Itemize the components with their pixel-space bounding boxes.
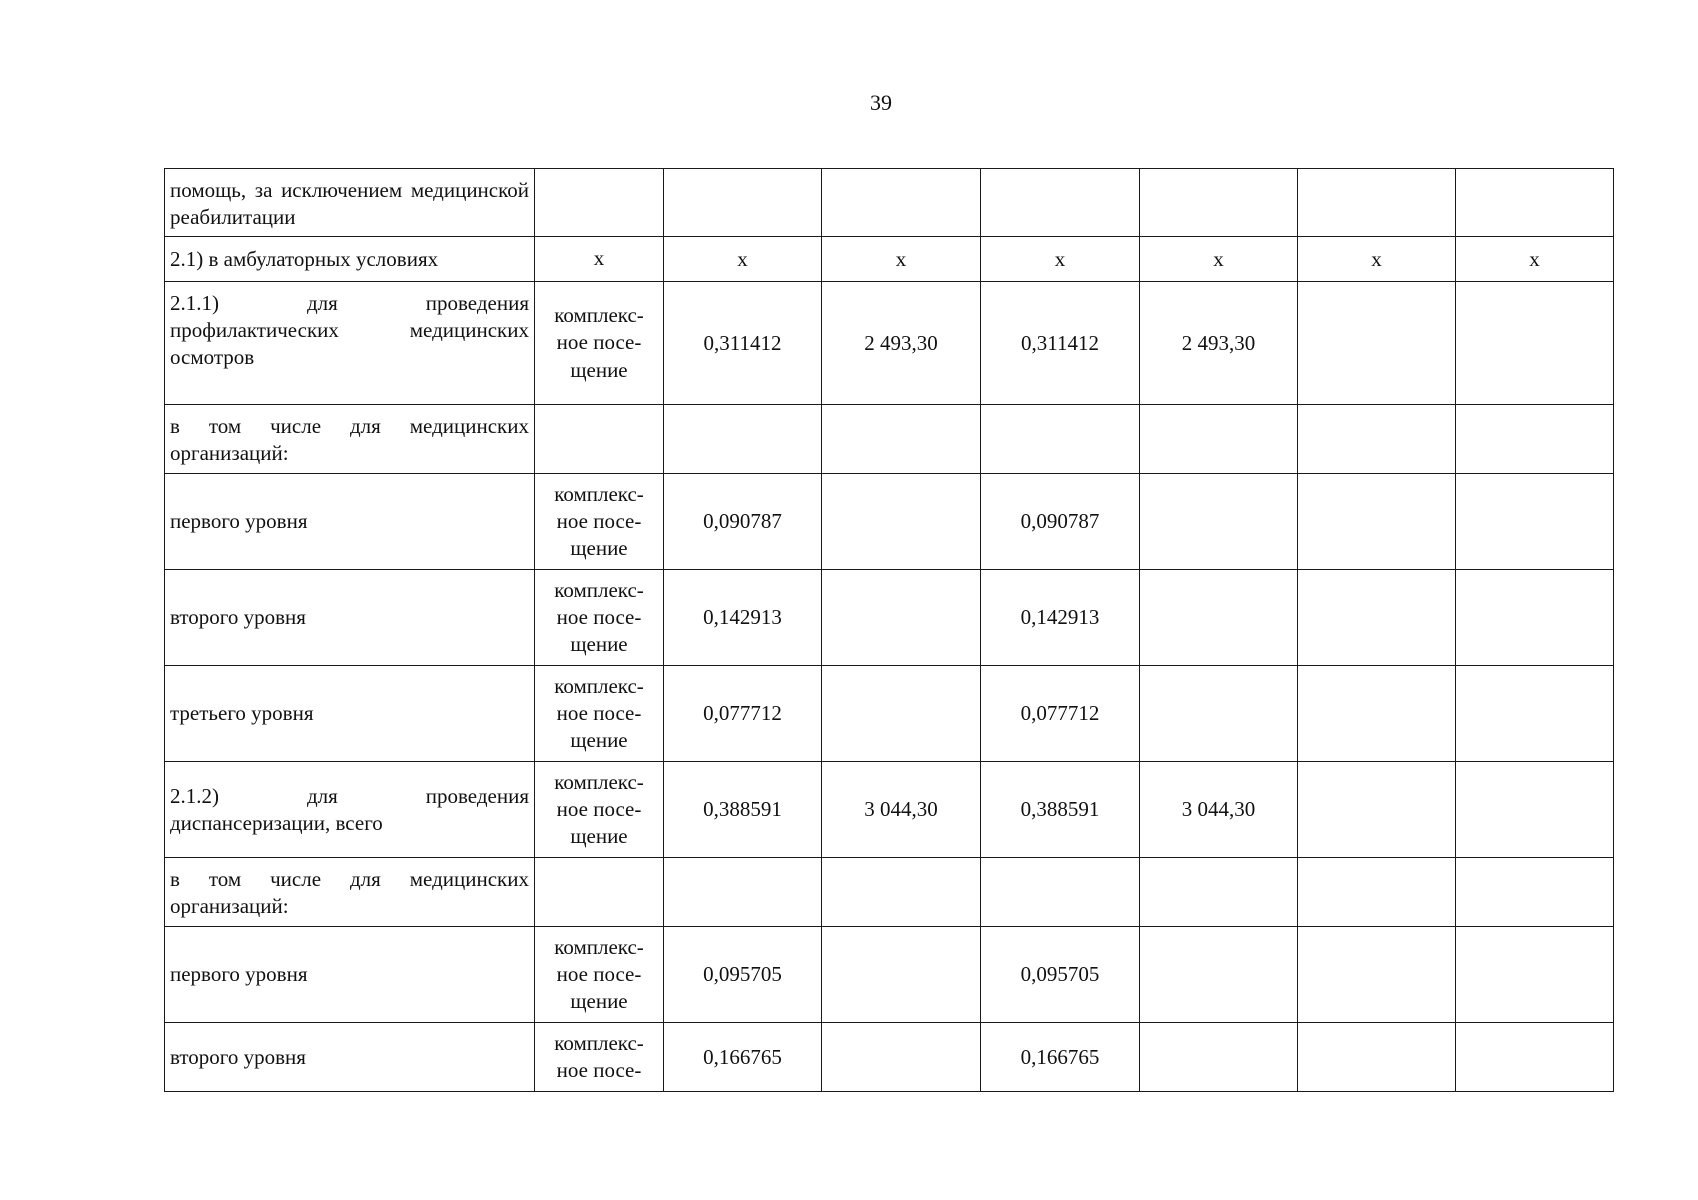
table-row: [165, 169, 1614, 237]
table-row: [165, 858, 1614, 927]
row-cell: 2 493,30: [822, 282, 981, 405]
row-cell: [1456, 474, 1614, 570]
row-cell: х: [1140, 237, 1298, 282]
row-cell: [1298, 1023, 1456, 1092]
row-unit: комплекс-ное посе-щение: [535, 474, 664, 570]
row-name: второго уровня: [165, 570, 535, 666]
row-cell: [1140, 858, 1298, 927]
table-row: [165, 237, 1614, 282]
row-name: в том числе для медицинских организаций:: [165, 405, 535, 474]
row-cell: 0,090787: [981, 474, 1140, 570]
row-cell: [1140, 169, 1298, 237]
table-row: [165, 666, 1614, 762]
row-cell: [981, 169, 1140, 237]
row-cell: [664, 858, 822, 927]
row-cell: [1456, 1023, 1614, 1092]
row-cell: [1298, 858, 1456, 927]
row-cell: 0,142913: [664, 570, 822, 666]
row-cell: [822, 666, 981, 762]
row-cell: [1298, 282, 1456, 405]
row-name: первого уровня: [165, 927, 535, 1023]
row-cell: 3 044,30: [1140, 762, 1298, 858]
row-cell: 0,311412: [664, 282, 822, 405]
row-unit: комплекс-ное посе-щение: [535, 927, 664, 1023]
row-cell: 0,388591: [664, 762, 822, 858]
row-cell: [1298, 762, 1456, 858]
row-cell: [822, 474, 981, 570]
table-row: [165, 1023, 1614, 1092]
row-cell: 2 493,30: [1140, 282, 1298, 405]
table-row: [165, 474, 1614, 570]
row-cell: [981, 405, 1140, 474]
row-unit: комплекс-ное посе-щение: [535, 570, 664, 666]
row-cell: [1140, 570, 1298, 666]
row-unit: комплекс-ное посе-: [535, 1023, 664, 1092]
row-cell: х: [981, 237, 1140, 282]
row-cell: [1298, 570, 1456, 666]
row-cell: [1140, 666, 1298, 762]
row-unit: комплекс-ное посе-щение: [535, 762, 664, 858]
row-cell: 3 044,30: [822, 762, 981, 858]
row-unit: комплекс-ное посе-щение: [535, 282, 664, 405]
row-cell: [1456, 666, 1614, 762]
row-unit: [535, 858, 664, 927]
row-name: первого уровня: [165, 474, 535, 570]
row-cell: [1298, 405, 1456, 474]
row-cell: 0,077712: [664, 666, 822, 762]
row-cell: х: [664, 237, 822, 282]
row-cell: [664, 169, 822, 237]
table-row: [165, 282, 1614, 405]
table-row: [165, 570, 1614, 666]
row-name: в том числе для медицинских организаций:: [165, 858, 535, 927]
volume-standards-table: [164, 168, 1614, 1092]
row-cell: [822, 1023, 981, 1092]
row-cell: х: [1456, 237, 1614, 282]
row-cell: [981, 858, 1140, 927]
row-cell: [1456, 762, 1614, 858]
row-cell: [1140, 1023, 1298, 1092]
row-cell: [1298, 169, 1456, 237]
row-cell: [1298, 666, 1456, 762]
row-unit: [535, 169, 664, 237]
row-cell: [1456, 927, 1614, 1023]
table-row: [165, 405, 1614, 474]
row-cell: 0,166765: [981, 1023, 1140, 1092]
row-unit: комплекс-ное посе-щение: [535, 666, 664, 762]
page-number: 39: [870, 90, 892, 115]
row-cell: [1456, 282, 1614, 405]
row-cell: [1298, 474, 1456, 570]
row-cell: [1456, 169, 1614, 237]
row-cell: [822, 927, 981, 1023]
row-cell: 0,095705: [664, 927, 822, 1023]
row-name: 2.1.1) для проведения профилактических медицинских осмотров: [165, 282, 535, 405]
row-unit: [535, 405, 664, 474]
row-name: второго уровня: [165, 1023, 535, 1092]
row-cell: [1456, 570, 1614, 666]
row-cell: х: [1298, 237, 1456, 282]
row-cell: [1140, 927, 1298, 1023]
table-row: [165, 927, 1614, 1023]
row-name: 2.1) в амбулаторных условиях: [165, 237, 535, 282]
row-cell: [822, 570, 981, 666]
row-name: помощь, за исключением медицинской реабилитации: [165, 169, 535, 237]
row-cell: 0,090787: [664, 474, 822, 570]
row-cell: 0,077712: [981, 666, 1140, 762]
row-cell: [822, 405, 981, 474]
row-cell: [664, 405, 822, 474]
row-cell: [1140, 405, 1298, 474]
row-cell: 0,311412: [981, 282, 1140, 405]
row-name: 2.1.2) для проведения диспансеризации, всего: [165, 762, 535, 858]
row-cell: [822, 169, 981, 237]
row-cell: 0,388591: [981, 762, 1140, 858]
row-cell: 0,142913: [981, 570, 1140, 666]
row-cell: [1456, 405, 1614, 474]
row-cell: [1298, 927, 1456, 1023]
row-cell: [822, 858, 981, 927]
row-cell: 0,095705: [981, 927, 1140, 1023]
row-name: третьего уровня: [165, 666, 535, 762]
row-unit: х: [535, 237, 664, 282]
row-cell: х: [822, 237, 981, 282]
table-row: [165, 762, 1614, 858]
row-cell: 0,166765: [664, 1023, 822, 1092]
row-cell: [1456, 858, 1614, 927]
row-cell: [1140, 474, 1298, 570]
